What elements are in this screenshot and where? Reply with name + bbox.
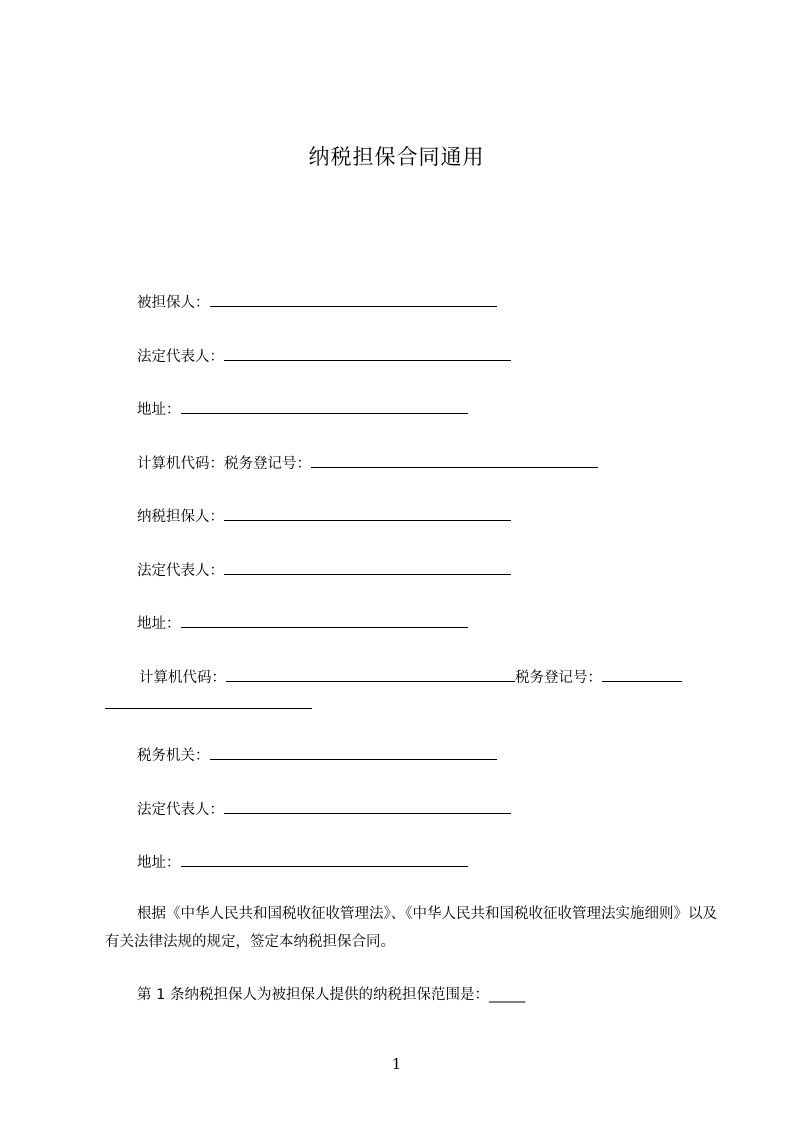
guarantor-tax-reg-blank-continued[interactable] — [105, 692, 312, 709]
guarantor-line — [137, 504, 511, 527]
guarantor-rep-blank[interactable] — [224, 558, 511, 575]
guarantor-computer-code-label: 计算机代码： — [139, 670, 226, 686]
tax-authority-address-line — [137, 850, 468, 873]
article-1: 第 1 条纳税担保人为被担保人提供的纳税担保范围是：_____ — [137, 987, 526, 1003]
tax-authority-address-label: 地址： — [137, 855, 181, 871]
guaranteed-party-line — [137, 290, 497, 313]
guaranteed-party-label: 被担保人： — [137, 295, 210, 311]
tax-authority-rep-blank[interactable] — [224, 797, 511, 814]
document-title: 纳税担保合同通用 — [308, 145, 485, 169]
guaranteed-codes-blank[interactable] — [311, 451, 598, 468]
preamble-paragraph: 根据《中华人民共和国税收征收管理法》、《中华人民共和国税收征收管理法实施细则》以及有关法律法规的规定，签定本纳税担保合同。 — [105, 906, 717, 950]
guaranteed-rep-blank[interactable] — [224, 344, 511, 361]
guarantor-tax-reg-label: 税务登记号： — [515, 670, 602, 686]
guaranteed-rep-line — [137, 344, 511, 367]
tax-authority-rep-line — [137, 797, 511, 820]
guarantor-rep-line — [137, 558, 511, 581]
guaranteed-address-line — [137, 397, 468, 420]
guarantor-label: 纳税担保人： — [137, 509, 224, 525]
guarantor-tax-reg-blank[interactable] — [602, 665, 682, 682]
guarantor-address-line — [137, 611, 468, 634]
guaranteed-party-blank[interactable] — [210, 290, 497, 307]
tax-authority-label: 税务机关： — [137, 748, 210, 764]
guaranteed-address-blank[interactable] — [181, 397, 468, 414]
guaranteed-address-label: 地址： — [137, 402, 181, 418]
guaranteed-rep-label: 法定代表人： — [137, 349, 224, 365]
tax-authority-blank[interactable] — [210, 743, 497, 760]
guarantor-address-blank[interactable] — [181, 611, 468, 628]
tax-authority-address-blank[interactable] — [181, 850, 468, 867]
tax-authority-rep-label: 法定代表人： — [137, 802, 224, 818]
guarantor-address-label: 地址： — [137, 616, 181, 632]
guaranteed-codes-line — [137, 451, 598, 474]
page-number: 1 — [391, 1055, 402, 1073]
tax-authority-line — [137, 743, 497, 766]
guarantor-computer-code-blank[interactable] — [226, 665, 515, 682]
guarantor-rep-label: 法定代表人： — [137, 563, 224, 579]
guaranteed-codes-label: 计算机代码：税务登记号： — [137, 456, 311, 472]
guarantor-blank[interactable] — [224, 504, 511, 521]
guarantor-codes-line — [139, 665, 682, 688]
